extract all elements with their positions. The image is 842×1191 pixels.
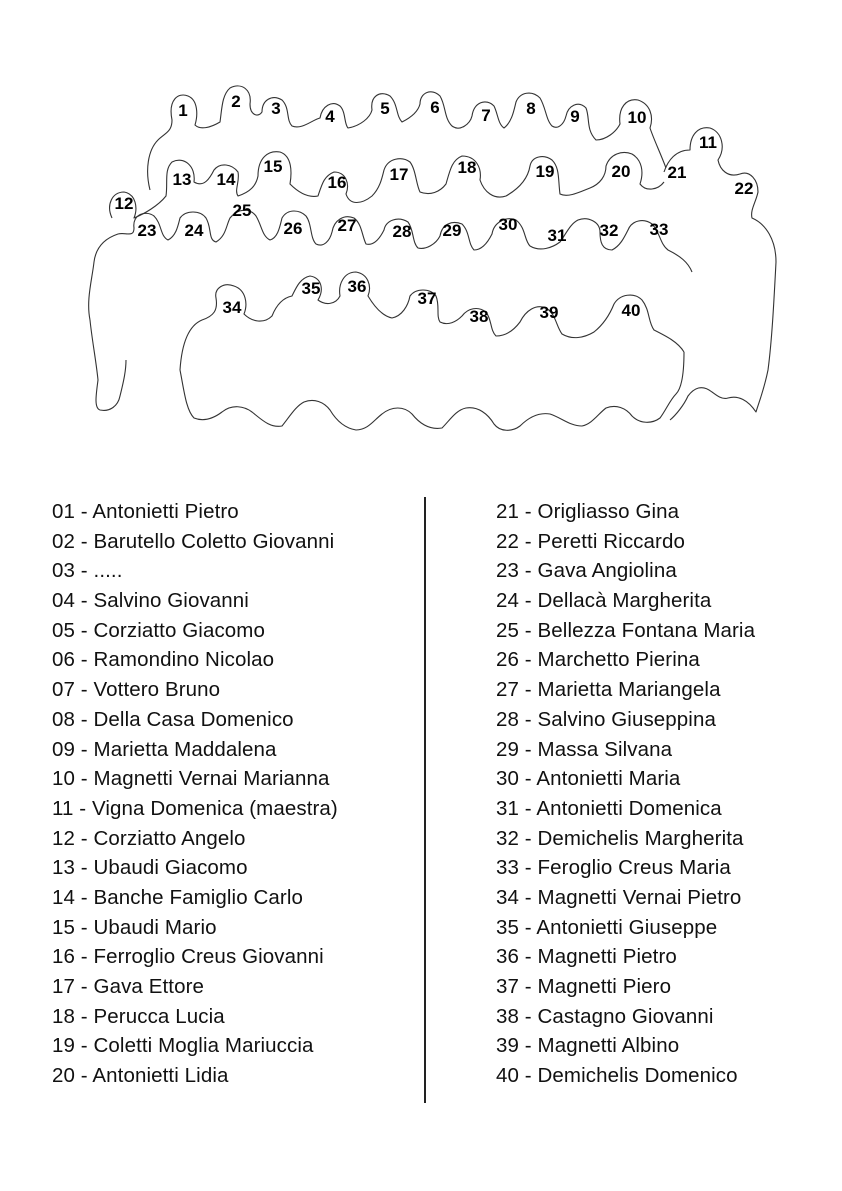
bottom-edge-outline (180, 352, 684, 430)
person-number-13: 13 (172, 170, 192, 189)
person-number-24: 24 (184, 221, 204, 240)
legend-entry: 05 - Corziatto Giacomo (52, 618, 265, 642)
person-number-28: 28 (392, 222, 412, 241)
person-number-39: 39 (539, 303, 559, 322)
legend-entry: 26 - Marchetto Pierina (496, 648, 700, 672)
person-number-9: 9 (570, 107, 580, 126)
person-number-27: 27 (337, 216, 357, 235)
legend-entry: 28 - Salvino Giuseppina (496, 707, 716, 731)
person-number-23: 23 (137, 221, 157, 240)
legend-entry: 27 - Marietta Mariangela (496, 678, 721, 702)
group-silhouette-diagram (0, 0, 842, 460)
legend-entry: 07 - Vottero Bruno (52, 678, 221, 702)
legend-entry: 10 - Magnetti Vernai Marianna (52, 767, 330, 791)
legend-entry: 24 - Dellacà Margherita (496, 589, 712, 613)
person-number-26: 26 (283, 219, 303, 238)
legend-entry: 12 - Corziatto Angelo (52, 826, 246, 850)
person-number-15: 15 (263, 157, 283, 176)
legend-entry: 08 - Della Casa Domenico (52, 707, 294, 731)
person-number-40: 40 (621, 301, 641, 320)
person-number-1: 1 (178, 101, 188, 120)
left-side-outline (90, 320, 126, 410)
legend-left-column (52, 497, 338, 1091)
legend-entry: 18 - Perucca Lucia (52, 1004, 225, 1028)
legend-entry: 30 - Antonietti Maria (496, 767, 681, 791)
legend-right-column (496, 497, 755, 1091)
legend-entry: 40 - Demichelis Domenico (496, 1064, 738, 1088)
legend-entry: 33 - Feroglio Creus Maria (496, 856, 731, 880)
person-number-20: 20 (611, 162, 631, 181)
legend-entry: 35 - Antonietti Giuseppe (496, 915, 718, 939)
person-number-25: 25 (232, 201, 252, 220)
person-number-4: 4 (325, 107, 335, 126)
person-number-11: 11 (699, 133, 717, 152)
person-number-labels (115, 92, 754, 326)
person-number-32: 32 (599, 221, 619, 240)
column-divider (424, 497, 426, 1103)
person-number-16: 16 (327, 173, 347, 192)
legend-entry: 22 - Peretti Riccardo (496, 529, 685, 553)
person-number-22: 22 (734, 179, 754, 198)
person-number-29: 29 (442, 221, 462, 240)
front-row-outline (180, 272, 684, 370)
person-number-33: 33 (649, 220, 669, 239)
legend-entry: 11 - Vigna Domenica (maestra) (52, 796, 338, 820)
legend-entry: 31 - Antonietti Domenica (496, 796, 722, 820)
person-number-5: 5 (380, 99, 390, 118)
legend-entry: 34 - Magnetti Vernai Pietro (496, 885, 742, 909)
legend-entry: 09 - Marietta Maddalena (52, 737, 277, 761)
person-number-36: 36 (347, 277, 367, 296)
person-number-6: 6 (430, 98, 440, 117)
legend-entry: 19 - Coletti Moglia Mariuccia (52, 1034, 314, 1058)
person-number-38: 38 (469, 307, 489, 326)
person-number-2: 2 (231, 92, 241, 111)
legend-entry: 38 - Castagno Giovanni (496, 1004, 714, 1028)
legend-entry: 16 - Ferroglio Creus Giovanni (52, 945, 324, 969)
legend-entry: 13 - Ubaudi Giacomo (52, 856, 248, 880)
person-number-8: 8 (526, 99, 536, 118)
person-number-14: 14 (216, 170, 236, 189)
person-number-19: 19 (535, 162, 555, 181)
person-number-35: 35 (301, 279, 321, 298)
person-number-3: 3 (271, 99, 281, 118)
person-number-30: 30 (498, 215, 518, 234)
person-number-31: 31 (547, 226, 567, 245)
legend-entry: 04 - Salvino Giovanni (52, 589, 249, 613)
person-number-37: 37 (417, 289, 437, 308)
legend-entry: 17 - Gava Ettore (52, 975, 205, 998)
legend-entry: 29 - Massa Silvana (496, 737, 673, 761)
person-number-10: 10 (627, 108, 647, 127)
person-number-17: 17 (389, 165, 409, 184)
person-number-7: 7 (481, 106, 491, 125)
legend-entry: 15 - Ubaudi Mario (52, 915, 217, 939)
legend-entry: 03 - ..... (52, 559, 123, 583)
legend-entry: 32 - Demichelis Margherita (496, 826, 744, 850)
middle-row-outline (110, 152, 664, 218)
legend-entry: 39 - Magnetti Albino (496, 1034, 680, 1058)
legend-entry: 37 - Magnetti Piero (496, 975, 672, 998)
person-number-18: 18 (457, 158, 477, 177)
silhouette-outlines (89, 86, 776, 430)
legend-entry: 25 - Bellezza Fontana Maria (496, 618, 756, 642)
legend-entry: 01 - Antonietti Pietro (52, 500, 239, 523)
legend-entry: 20 - Antonietti Lidia (52, 1064, 229, 1088)
legend-entry: 23 - Gava Angiolina (496, 559, 677, 583)
legend-entry: 36 - Magnetti Pietro (496, 945, 677, 969)
person-number-34: 34 (222, 298, 242, 317)
legend-entry: 21 - Origliasso Gina (496, 500, 680, 523)
legend-entry: 14 - Banche Famiglio Carlo (52, 885, 303, 909)
person-number-21: 21 (667, 163, 687, 182)
legend-entry: 02 - Barutello Coletto Giovanni (52, 529, 335, 553)
legend-entry: 06 - Ramondino Nicolao (52, 648, 275, 672)
person-number-12: 12 (114, 194, 134, 213)
